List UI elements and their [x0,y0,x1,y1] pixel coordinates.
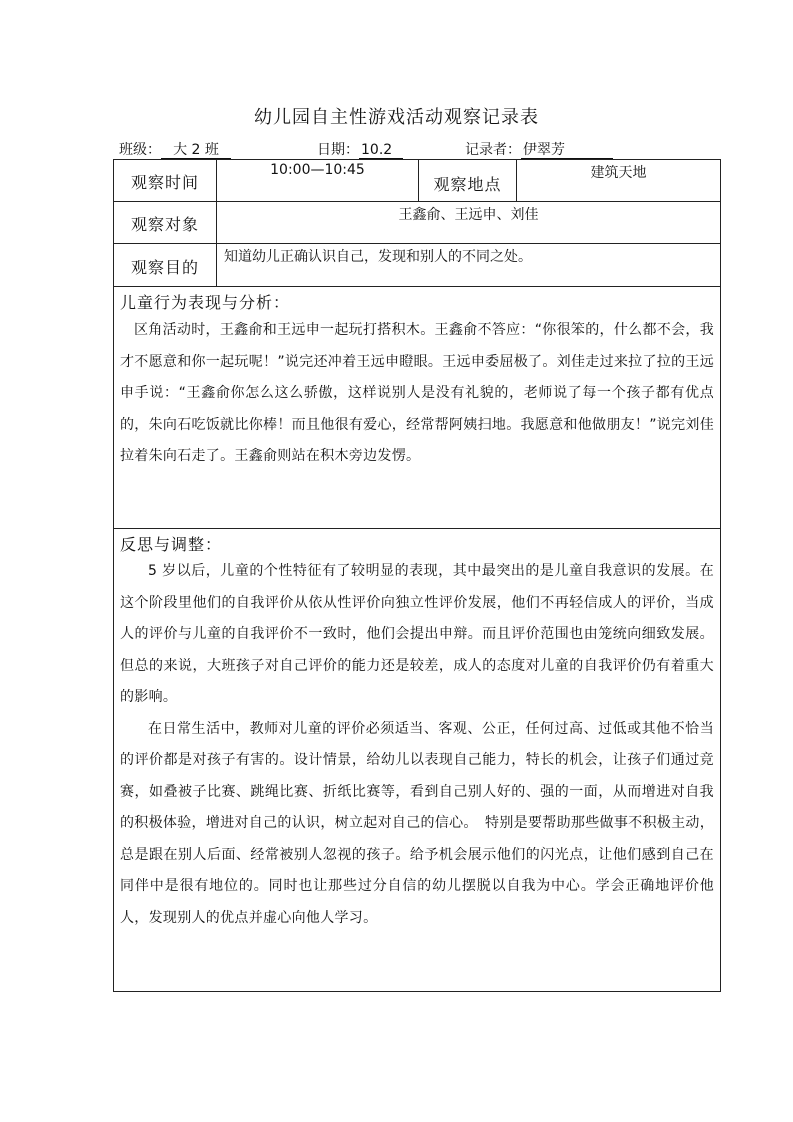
behavior-paragraph: 区角活动时，王鑫俞和王远申一起玩打搭积木。王鑫俞不答应：“你很笨的，什么都不会，我才不愿意和你一起玩呢！”说完还冲着王远申瞪眼。王远申委屈极了。刘佳走过来拉了拉的王远申手说：“王鑫俞你怎么这么骄傲，这样说别人是没有礼貌的，老师说了每一个孩子都有优点的，朱向石吃饭就比你棒！而且他很有爱心，经常帮阿姨扫地。我愿意和他做朋友！”说完刘佳拉着朱向石走了。王鑫俞则站在积木旁边发愣。 [120,322,714,464]
reflection-paragraph: 在日常生活中，教师对儿童的评价必须适当、客观、公正，任何过高、过低或其他不恰当的评价都是对孩子有害的。设计情景，给幼儿以表现自己能力，特长的机会，让孩子们通过竞赛，如叠被子比赛、跳绳比赛、折纸比赛等，看到自己别人好的、强的一面，从而增进对自我的积极体验，增进对自己的认识，树立起对自己的信心。 特别是要帮助那些做事不积极主动，总是跟在别人后面、经常被别人忽视的孩子。给予机会展示他们的闪光点，让他们感到自己在同伴中是很有地位的。同时也让那些过分自信的幼儿摆脱以自我为中心。学会正确地评价他人，发现别人的优点并虚心向他人学习。 [120,720,714,926]
behavior-heading: 儿童行为表现与分析： [120,293,291,312]
observation-table [113,159,721,992]
class-value: 大 2 班 [161,142,231,159]
date-field [317,139,403,159]
reflection-paragraph: 5 岁以后，儿童的个性特征有了较明显的表现，其中最突出的是儿童自我意识的发展。在这个阶段里他们的自我评价从依从性评价向独立性评价发展，他们不再轻信成人的评价，当成人的评价与儿童的自我评价不一致时，他们会提出申辩。而且评价范围也由笼统向细致发展。但总的来说，大班孩子对自己评价的能力还是较差，成人的态度对儿童的自我评价仍有着重大的影响。 [120,563,714,705]
recorder-field [465,139,613,159]
row-divider [114,201,720,202]
recorder-value: 伊翠芳 [521,142,613,159]
page-title: 幼儿园自主性游戏活动观察记录表 [254,107,539,128]
time-label: 观察时间 [130,173,199,192]
subject-label: 观察对象 [130,215,199,234]
behavior-text-block [120,315,714,473]
class-field [119,139,231,159]
recorder-label: 记录者： [465,142,521,158]
row-divider [114,243,720,244]
header-row [119,139,719,159]
date-value: 10.2 [359,142,403,159]
reflection-heading: 反思与调整： [120,535,223,554]
row-divider [114,286,720,287]
place-value: 建筑天地 [590,165,647,181]
subject-value: 王鑫俞、王远申、刘佳 [398,207,539,223]
place-label: 观察地点 [433,175,502,194]
class-label: 班级： [119,142,161,158]
date-label: 日期： [317,142,359,158]
reflection-text-block [120,556,714,934]
purpose-label: 观察目的 [130,258,199,277]
purpose-value: 知道幼儿正确认识自己，发现和别人的不同之处。 [224,249,532,265]
time-value: 10:00—10:45 [270,162,365,178]
row-divider [114,528,720,529]
